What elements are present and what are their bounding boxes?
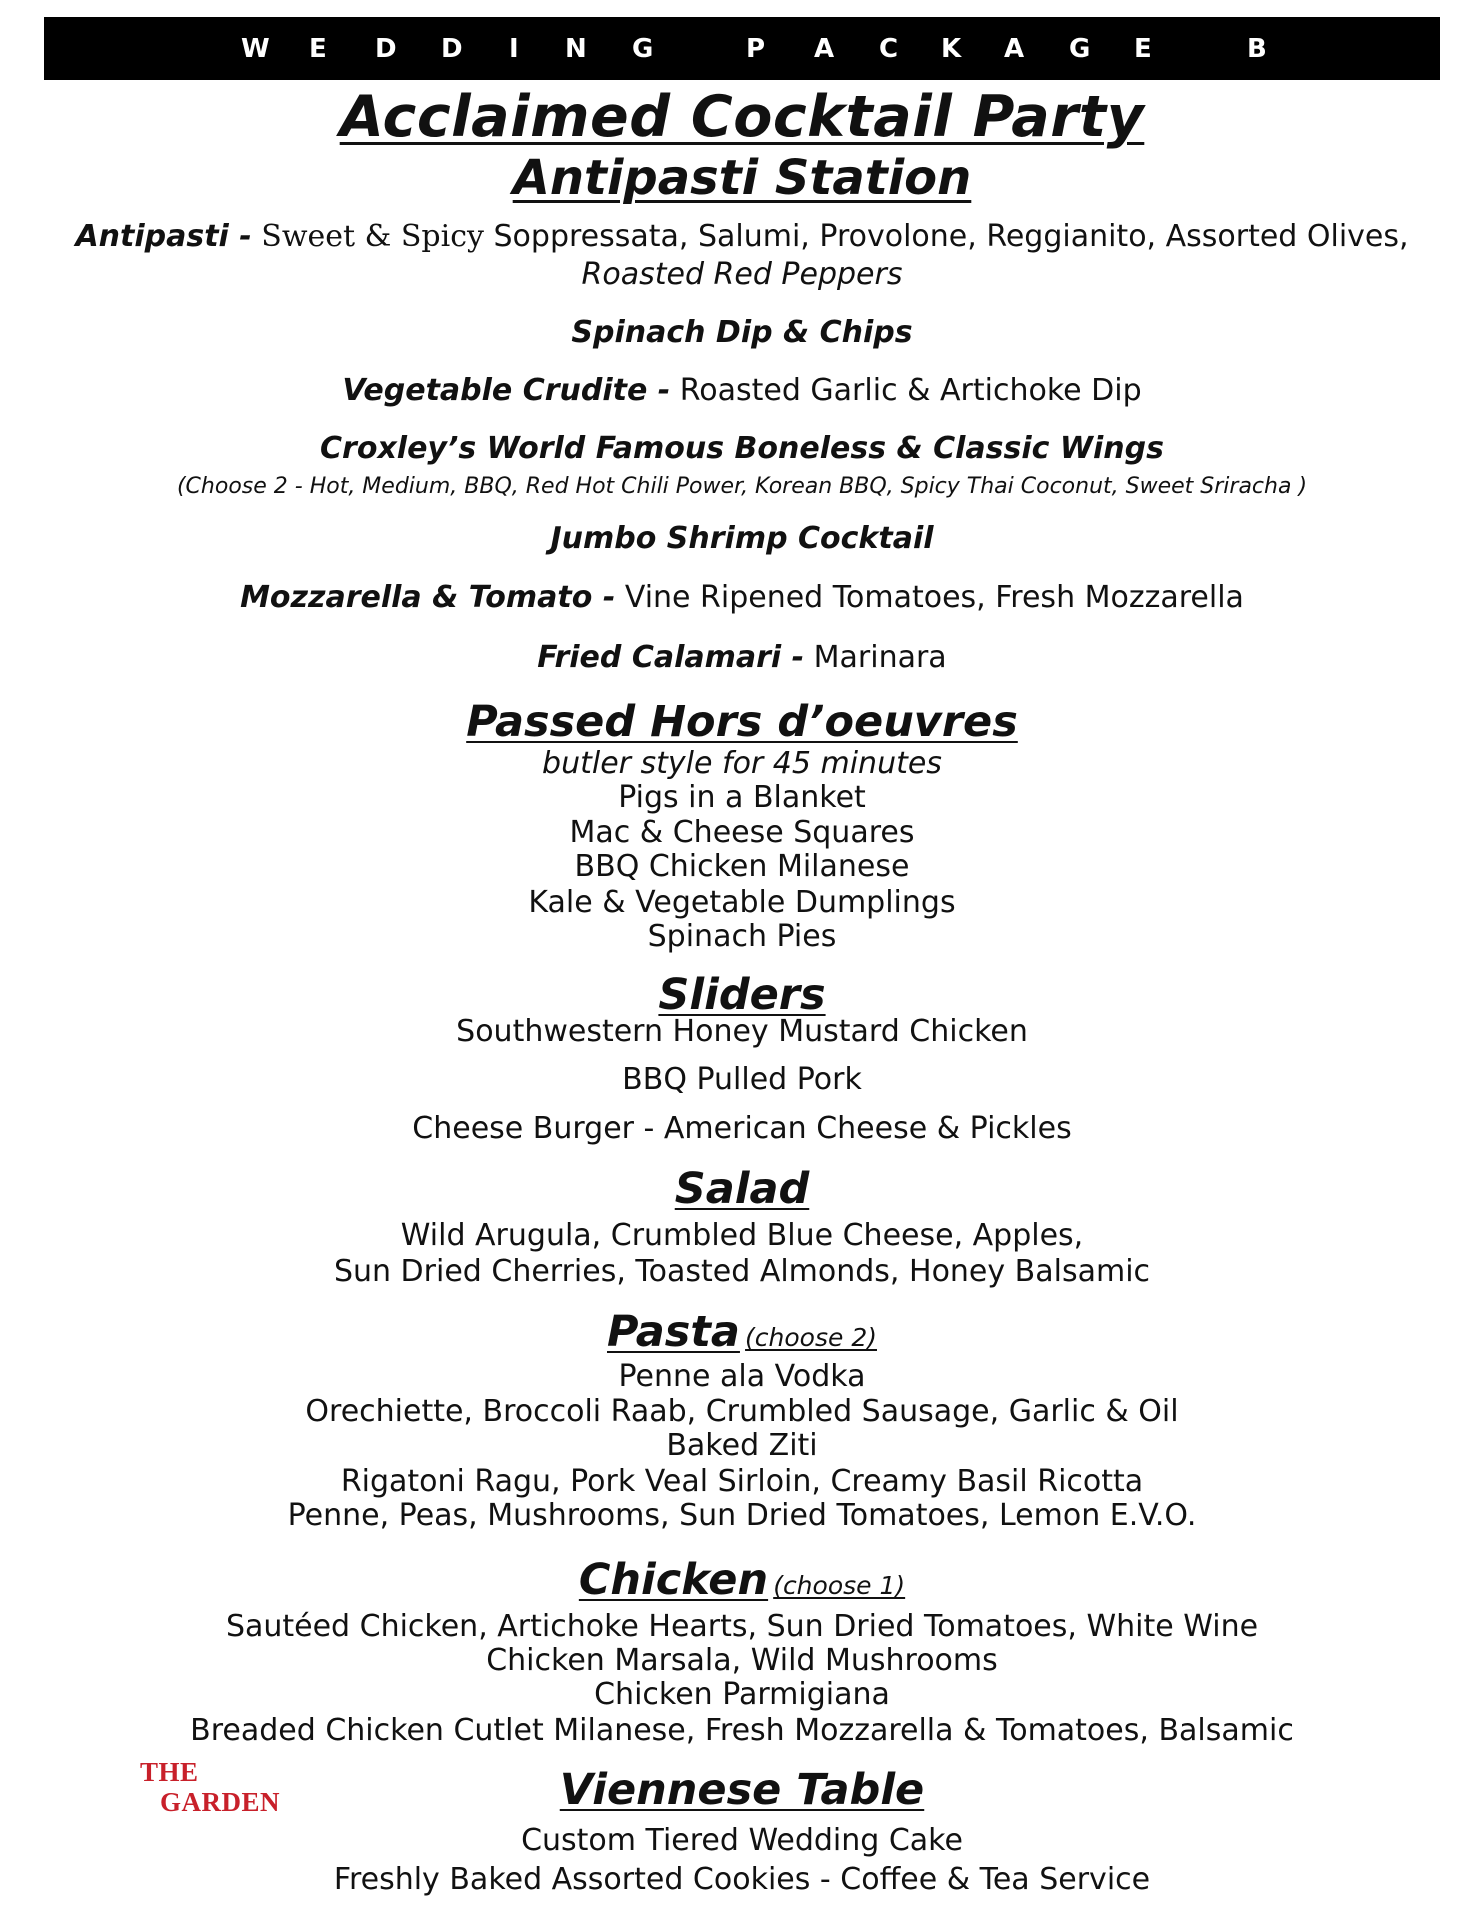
calamari-line	[0, 640, 1484, 675]
banner-letter: K	[941, 33, 962, 64]
antipasti-line	[0, 219, 1484, 254]
salad-heading: Salad	[674, 1164, 810, 1214]
banner-letter: D	[441, 33, 463, 64]
package-banner	[44, 17, 1440, 80]
banner-letter: A	[1004, 33, 1025, 64]
banner-letter: G	[632, 33, 654, 64]
banner-letter: B	[1247, 33, 1267, 64]
banner-letter: G	[1069, 33, 1091, 64]
banner-letter: D	[375, 33, 397, 64]
chicken-heading-line	[0, 1555, 1484, 1605]
banner-letter: E	[309, 33, 327, 64]
wings: Croxley’s World Famous Boneless & Classic Wings	[320, 431, 1164, 466]
crudite-desc: Roasted Garlic & Artichoke Dip	[679, 373, 1142, 408]
list-item: Penne, Peas, Mushrooms, Sun Dried Tomatoes, Lemon E.V.O.	[287, 1498, 1197, 1533]
banner-letter: I	[509, 33, 519, 64]
list-item: Sun Dried Cherries, Toasted Almonds, Honey Balsamic	[333, 1254, 1151, 1289]
chicken-heading: Chicken	[578, 1555, 769, 1605]
list-item: Custom Tiered Wedding Cake	[521, 1823, 963, 1858]
pasta-note: (choose 2)	[745, 1323, 877, 1352]
banner-letter: C	[879, 33, 899, 64]
banner-letter: A	[814, 33, 835, 64]
crudite-label: Vegetable Crudite -	[342, 373, 671, 408]
antipasti-desc-2: Roasted Red Peppers	[581, 257, 903, 292]
list-item: Chicken Parmigiana	[594, 1677, 890, 1712]
mozzarella-desc: Vine Ripened Tomatoes, Fresh Mozzarella	[624, 580, 1244, 615]
logo-line-1: THE	[140, 1757, 199, 1787]
pasta-heading-line	[0, 1307, 1484, 1357]
list-item: Rigatoni Ragu, Pork Veal Sirloin, Creamy Basil Ricotta	[340, 1464, 1144, 1499]
antipasti-station-heading: Antipasti Station	[512, 150, 972, 206]
list-item: Penne ala Vodka	[618, 1359, 866, 1394]
list-item: Freshly Baked Assorted Cookies - Coffee & Tea Service	[333, 1862, 1151, 1897]
banner-letter: E	[1134, 33, 1152, 64]
antipasti-label: Antipasti -	[75, 219, 252, 254]
list-item: Pigs in a Blanket	[618, 780, 866, 815]
list-item: BBQ Pulled Pork	[622, 1062, 862, 1097]
antipasti-serif-text: Sweet & Spicy	[261, 219, 484, 254]
shrimp-cocktail: Jumbo Shrimp Cocktail	[550, 521, 934, 556]
banner-letter: W	[241, 33, 270, 64]
list-item: Wild Arugula, Crumbled Blue Cheese, Apples,	[400, 1218, 1084, 1253]
logo-line-2: GARDEN	[160, 1787, 281, 1817]
list-item: Kale & Vegetable Dumplings	[528, 885, 956, 920]
list-item: Chicken Marsala, Wild Mushrooms	[486, 1643, 998, 1678]
mozzarella-label: Mozzarella & Tomato -	[240, 580, 616, 615]
list-item: Orechiette, Broccoli Raab, Crumbled Sausage, Garlic & Oil	[305, 1394, 1179, 1429]
calamari-desc: Marinara	[813, 640, 947, 675]
crudite-line	[0, 373, 1484, 408]
list-item: Cheese Burger - American Cheese & Pickles	[412, 1111, 1072, 1146]
pasta-heading: Pasta	[607, 1307, 740, 1357]
banner-letter: P	[746, 33, 766, 64]
passed-heading: Passed Hors d’oeuvres	[466, 697, 1018, 747]
wings-options: (Choose 2 - Hot, Medium, BBQ, Red Hot Chili Power, Korean BBQ, Spicy Thai Coconut, Sweet Sriracha )	[176, 474, 1308, 499]
mozzarella-line	[0, 580, 1484, 615]
calamari-label: Fried Calamari -	[537, 640, 805, 675]
list-item: Breaded Chicken Cutlet Milanese, Fresh Mozzarella & Tomatoes, Balsamic	[190, 1713, 1294, 1748]
passed-subtitle: butler style for 45 minutes	[542, 746, 942, 781]
banner-letter: N	[565, 33, 587, 64]
list-item: Mac & Cheese Squares	[569, 815, 915, 850]
list-item: Spinach Pies	[647, 919, 837, 954]
sliders-heading: Sliders	[658, 970, 826, 1020]
list-item: Southwestern Honey Mustard Chicken	[456, 1014, 1028, 1049]
list-item: BBQ Chicken Milanese	[574, 849, 910, 884]
list-item: Sautéed Chicken, Artichoke Hearts, Sun Dried Tomatoes, White Wine	[225, 1609, 1259, 1644]
spinach-dip: Spinach Dip & Chips	[571, 315, 913, 350]
list-item: Baked Ziti	[666, 1428, 818, 1463]
garden-logo	[140, 1757, 280, 1817]
page-title: Acclaimed Cocktail Party	[339, 84, 1145, 150]
viennese-heading: Viennese Table	[559, 1765, 925, 1815]
antipasti-desc: Soppressata, Salumi, Provolone, Reggianito, Assorted Olives,	[493, 219, 1409, 254]
chicken-note: (choose 1)	[773, 1571, 906, 1600]
